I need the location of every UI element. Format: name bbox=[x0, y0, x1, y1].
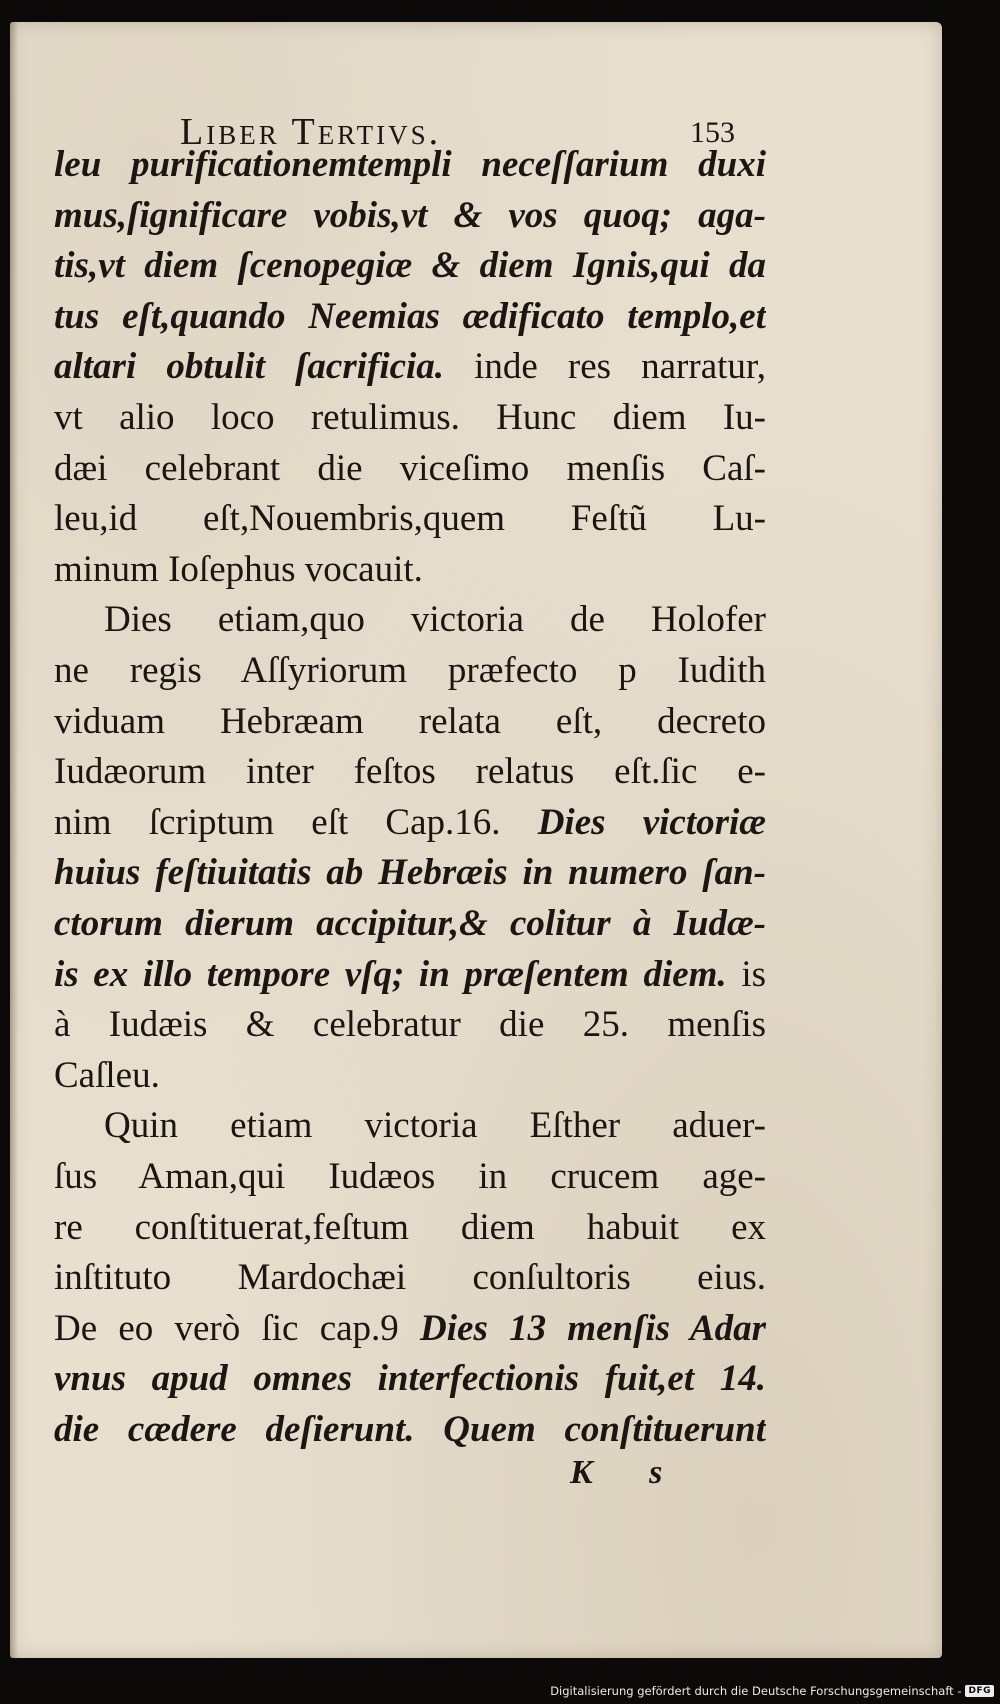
text-line bbox=[54, 342, 766, 392]
line-text: re conſtituerat,feſtum diem habuit ex bbox=[54, 1206, 766, 1248]
line-text: Quin etiam victoria Eſther aduer- bbox=[104, 1105, 766, 1147]
text-line bbox=[54, 1304, 766, 1354]
text-line bbox=[54, 1253, 766, 1303]
line-text: ſus Aman,qui Iudæos in crucem age- bbox=[54, 1156, 766, 1197]
text-line bbox=[54, 848, 766, 898]
line-text: viduam Hebræam relata eſt, decreto bbox=[54, 700, 766, 742]
text-line bbox=[54, 1051, 766, 1101]
line-text: mus,ſignificare vobis,vt & vos quoq; aga- bbox=[54, 194, 766, 236]
footer bbox=[550, 1682, 994, 1700]
line-text: inſtituto Mardochæi conſultoris eius. bbox=[54, 1257, 766, 1299]
text-line bbox=[54, 1000, 766, 1050]
book-page bbox=[10, 22, 942, 1658]
line-text: tus eſt,quando Neemias ædificato templo,et bbox=[54, 295, 766, 337]
text-line bbox=[54, 1354, 766, 1404]
text-line bbox=[54, 494, 766, 544]
text-line bbox=[104, 595, 766, 645]
line-text: huius feſtiuitatis ab Hebræis in numero ſan- bbox=[54, 852, 766, 894]
line-text: vnus apud omnes interfectionis fuit,et 14. bbox=[54, 1358, 766, 1400]
text-line bbox=[54, 747, 766, 797]
dfg-logo: DFG bbox=[965, 1685, 994, 1697]
text-line bbox=[54, 798, 766, 848]
text-line bbox=[54, 241, 766, 291]
text-line bbox=[104, 1101, 766, 1151]
running-head: Liber Tertivs. bbox=[180, 111, 442, 153]
line-text: leu purificationemtempli neceſſarium duxi bbox=[54, 144, 766, 185]
text-line bbox=[54, 545, 766, 595]
page-number: 153 bbox=[690, 116, 735, 149]
line-text: De eo verò ſic cap.9 bbox=[54, 1307, 399, 1349]
italic-span: altari obtulit ſacrificia. bbox=[54, 346, 445, 388]
italic-span: is ex illo tempore vſq; in præſentem diem. bbox=[54, 953, 727, 995]
text-line bbox=[54, 444, 766, 494]
catchword: K s bbox=[570, 1454, 687, 1491]
text-line bbox=[54, 950, 766, 1000]
line-text: tis,vt diem ſcenopegiæ & diem Ignis,qui da bbox=[54, 245, 766, 287]
line-text: die cædere deſierunt. Quem conſtituerunt bbox=[54, 1409, 766, 1450]
line-text: vt alio loco retulimus. Hunc diem Iu- bbox=[54, 397, 766, 438]
italic-span: Dies victoriæ bbox=[537, 801, 766, 843]
text-line bbox=[54, 646, 766, 696]
text-line bbox=[54, 292, 766, 342]
text-line bbox=[54, 1152, 766, 1202]
line-text: Dies etiam,quo victoria de Holofer bbox=[104, 599, 766, 641]
line-text: dæi celebrant die viceſimo menſis Caſ- bbox=[54, 447, 766, 489]
line-text: Iudæorum inter feſtos relatus eſt.ſic e- bbox=[54, 751, 766, 793]
text-line bbox=[54, 191, 766, 241]
line-text: is bbox=[741, 953, 766, 995]
line-text: ne regis Aſſyriorum præfecto p Iudith bbox=[54, 650, 766, 691]
text-line bbox=[54, 1405, 766, 1455]
text-line bbox=[54, 140, 766, 190]
line-text: nim ſcriptum eſt Cap.16. bbox=[54, 801, 501, 843]
funding-notice: Digitalisierung gefördert durch die Deutsche Forschungsgemeinschaft - bbox=[550, 1684, 962, 1698]
line-text: leu,id eſt,Nouembris,quem Feſtũ Lu- bbox=[54, 498, 766, 540]
page-gutter-shadow bbox=[10, 22, 18, 1658]
italic-span: Dies 13 menſis Adar bbox=[420, 1307, 766, 1349]
text-line bbox=[54, 697, 766, 747]
line-text: minum Ioſephus vocauit. bbox=[54, 548, 423, 590]
line-text: Caſleu. bbox=[54, 1054, 160, 1096]
text-line bbox=[54, 899, 766, 949]
text-line bbox=[54, 1203, 766, 1253]
text-line bbox=[54, 393, 766, 443]
line-text: à Iudæis & celebratur die 25. menſis bbox=[54, 1004, 766, 1046]
line-text: ctorum dierum accipitur,& colitur à Iudæ- bbox=[54, 903, 766, 944]
line-text: inde res narratur, bbox=[474, 346, 766, 388]
